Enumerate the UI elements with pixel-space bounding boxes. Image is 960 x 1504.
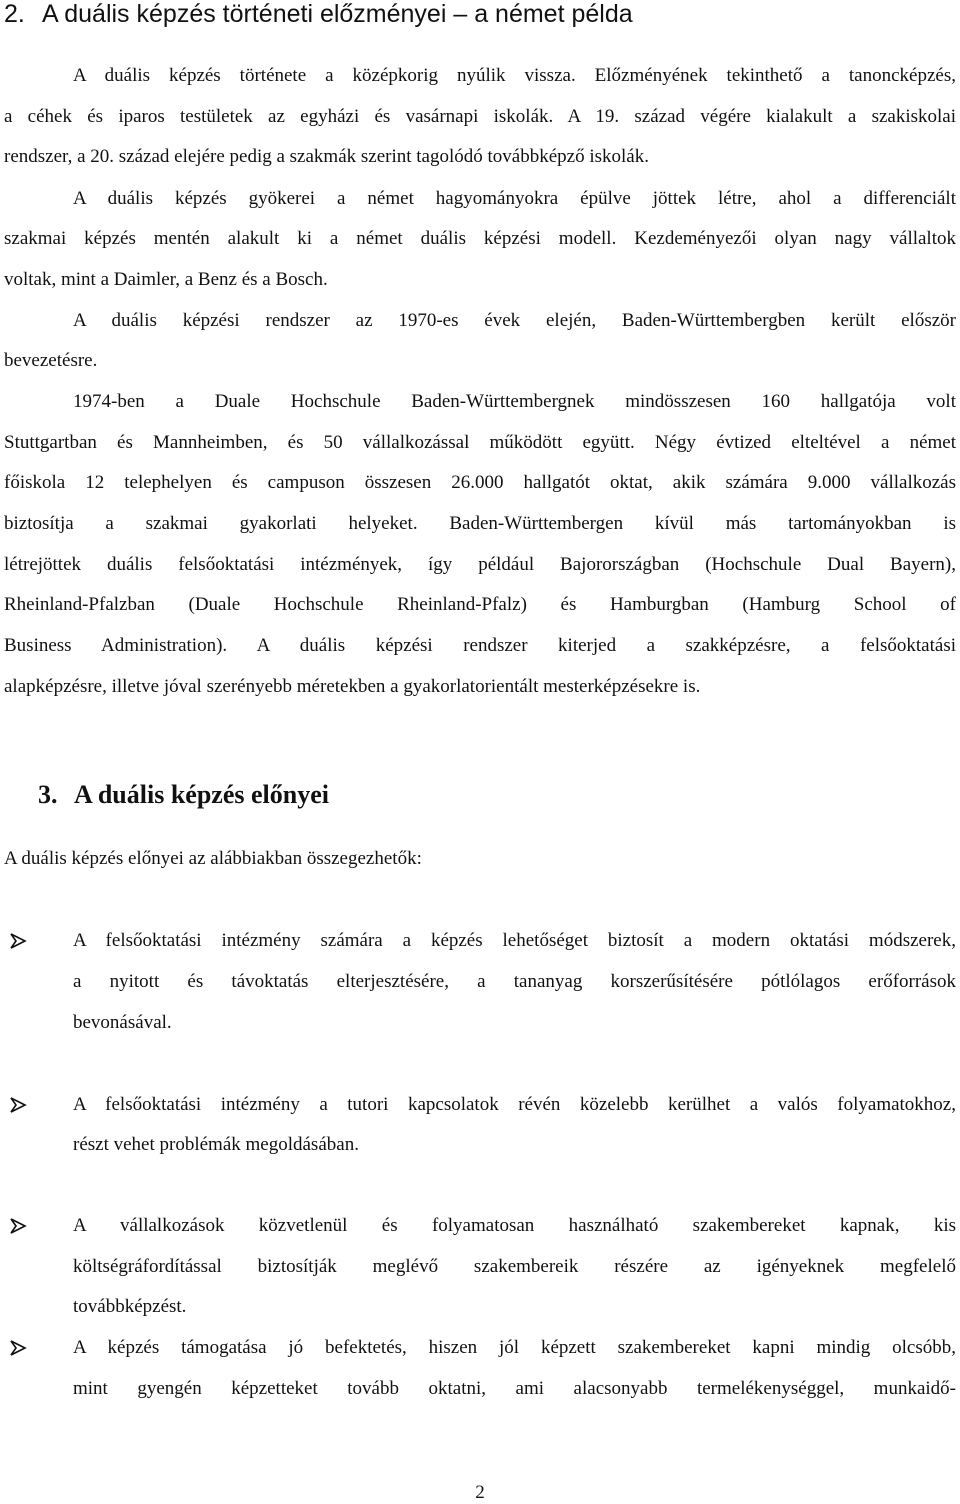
bullet-line: A felsőoktatási intézmény a tutori kapcsolatok révén közelebb kerülhet a valós folyamatokhoz, <box>73 1094 956 1115</box>
bullet-line: részt vehet problémák megoldásában. <box>73 1134 359 1155</box>
text-line: Stuttgartban és Mannheimben, és 50 vállalkozással működött együtt. Négy évtized elteltével a német <box>4 432 956 453</box>
text-line: bevezetésre. <box>4 350 98 371</box>
text-line: Rheinland-Pfalzban (Duale Hochschule Rheinland-Pfalz) és Hamburgban (Hamburg School of <box>4 594 956 615</box>
text-line: alapképzésre, illetve jóval szerényebb méretekben a gyakorlatorientált mesterképzésekre is. <box>4 676 701 697</box>
section-title: A duális képzés történeti előzményei – a német példa <box>42 0 633 28</box>
text-line: rendszer, a 20. század elejére pedig a szakmák szerint tagolódó továbbképző iskolák. <box>4 146 649 167</box>
text-line: voltak, mint a Daimler, a Benz és a Bosch. <box>4 269 328 290</box>
section-title: A duális képzés előnyei <box>74 780 329 809</box>
bullet-line: A vállalkozások közvetlenül és folyamatosan használható szakembereket kapnak, kis <box>73 1215 956 1236</box>
arrow-bullet-icon <box>8 930 38 952</box>
text-line: Business Administration). A duális képzési rendszer kiterjed a szakképzésre, a felsőoktatási <box>4 635 956 656</box>
text-line: biztosítja a szakmai gyakorlati helyeket. Baden-Württembergen kívül más tartományokban is <box>4 513 956 534</box>
section-heading <box>38 780 329 810</box>
section-number: 3. <box>38 780 58 809</box>
intro-text: A duális képzés előnyei az alábbiakban összegezhetők: <box>4 848 422 869</box>
bullet-line: A képzés támogatása jó befektetés, hiszen jól képzett szakembereket kapni mindig olcsóbb, <box>73 1337 956 1358</box>
page-number: 2 <box>475 1482 485 1503</box>
text-line: szakmai képzés mentén alakult ki a német duális képzési modell. Kezdeményezői olyan nagy vállaltok <box>4 228 956 249</box>
bullet-line: bevonásával. <box>73 1012 172 1033</box>
arrow-bullet-icon <box>8 1337 38 1359</box>
bullet-line: továbbképzést. <box>73 1296 187 1317</box>
text-line: a céhek és iparos testületek az egyházi és vasárnapi iskolák. A 19. század végére kialakult a szakiskolai <box>4 106 956 127</box>
arrow-bullet-icon <box>8 1094 38 1116</box>
text-line: A duális képzési rendszer az 1970-es évek elején, Baden-Württembergben került először <box>73 310 956 331</box>
bullet-line: költségráfordítással biztosítják meglévő szakembereik részére az igényeknek megfelelő <box>73 1256 956 1277</box>
bullet-line: A felsőoktatási intézmény számára a képzés lehetőséget biztosít a modern oktatási módszerek, <box>73 930 956 951</box>
bullet-line: mint gyengén képzetteket tovább oktatni, ami alacsonyabb termelékenységgel, munkaidő- <box>73 1378 956 1399</box>
section-heading <box>4 0 633 29</box>
arrow-bullet-icon <box>8 1215 38 1237</box>
text-line: A duális képzés gyökerei a német hagyományokra épülve jöttek létre, ahol a differenciált <box>73 188 956 209</box>
bullet-line: a nyitott és távoktatás elterjesztésére, a tananyag korszerűsítésére pótlólagos erőforrások <box>73 971 956 992</box>
section-number: 2. <box>4 0 25 28</box>
text-line: A duális képzés története a középkorig nyúlik vissza. Előzményének tekinthető a tanoncképzés, <box>73 65 956 86</box>
text-line: létrejöttek duális felsőoktatási intézmények, így például Bajorországban (Hochschule Dual Bayern), <box>4 554 956 575</box>
text-line: 1974-ben a Duale Hochschule Baden-Württembergnek mindösszesen 160 hallgatója volt <box>73 391 956 412</box>
text-line: főiskola 12 telephelyen és campuson összesen 26.000 hallgatót oktat, akik számára 9.000 vállalkozás <box>4 472 956 493</box>
